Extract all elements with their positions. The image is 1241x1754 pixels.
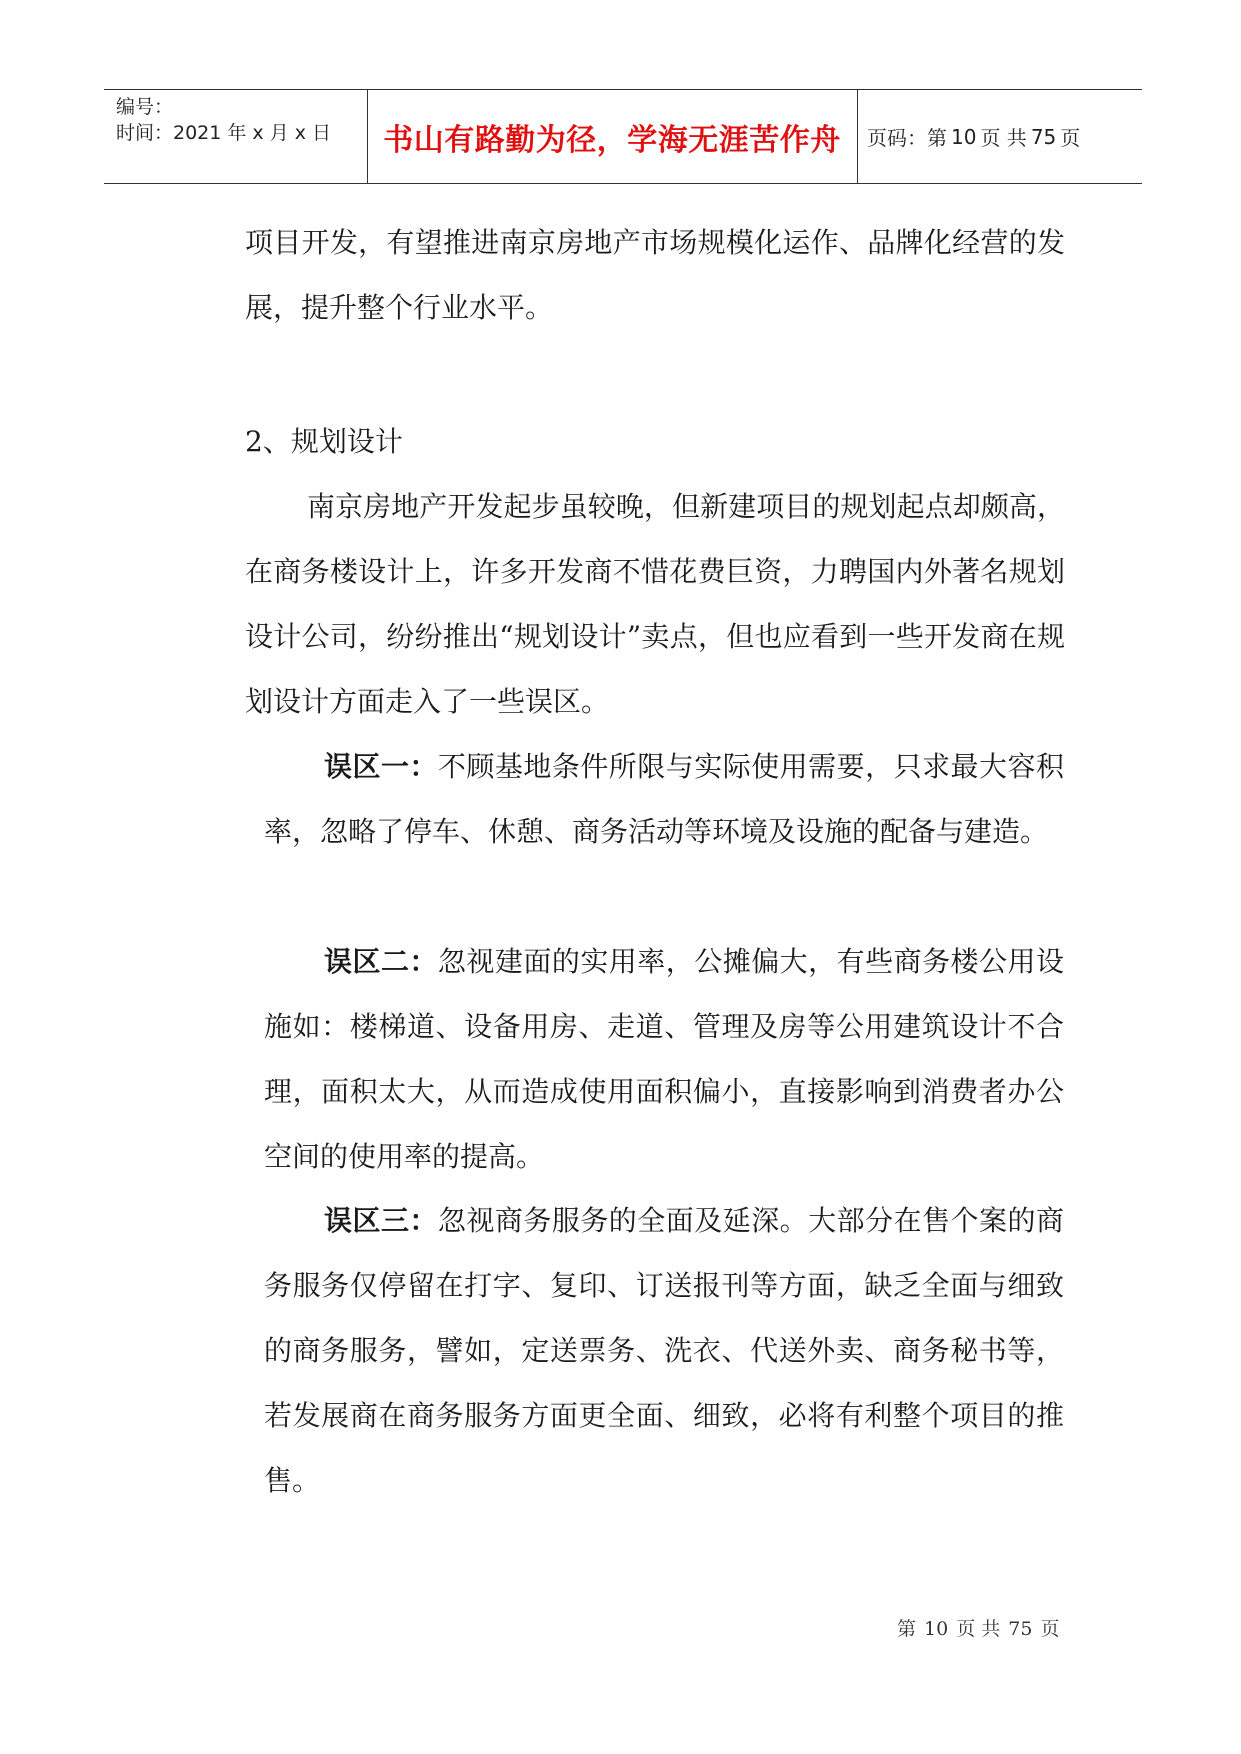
page-current: 10 bbox=[951, 124, 977, 149]
footer-suffix: 页 bbox=[1040, 1618, 1060, 1640]
section-paragraph: 南京房地产开发起步虽较晚，但新建项目的规划起点却颇高，在商务楼设计上，许多开发商不惜花费巨资，力聘国内外著名规划设计公司，纷纷推出“规划设计”卖点，但也应看到一些开发商在规划设计方面走入了一些误区。 bbox=[245, 490, 1065, 718]
page-suffix: 页 bbox=[1060, 126, 1081, 150]
footer-mid: 页 共 bbox=[956, 1618, 1001, 1640]
footer-current: 10 bbox=[924, 1618, 949, 1640]
page-total: 75 bbox=[1030, 124, 1057, 149]
mistake-one-paragraph bbox=[264, 734, 1064, 864]
mistake-one-label: 误区一： bbox=[324, 750, 438, 783]
document-time: 时间：2021 年 x 月 x 日 bbox=[116, 122, 332, 144]
page-prefix: 页码：第 bbox=[867, 126, 947, 150]
mistake-two-paragraph bbox=[264, 929, 1064, 1189]
document-number-label: 编号： bbox=[116, 96, 174, 118]
mistake-two-label: 误区二： bbox=[324, 945, 438, 978]
header-divider bbox=[857, 90, 858, 183]
mistake-two-text: 忽视建面的实用率，公摊偏大，有些商务楼公用设施如：楼梯道、设备用房、走道、管理及房等公用建筑设计不合理，面积太大，从而造成使用面积偏小，直接影响到消费者办公空间的使用率的提高。 bbox=[264, 945, 1064, 1173]
mistake-one-text: 不顾基地条件所限与实际使用需要，只求最大容积率，忽略了停车、休憩、商务活动等环境及设施的配备与建造。 bbox=[264, 750, 1064, 848]
intro-paragraph: 项目开发，有望推进南京房地产市场规模化运作、品牌化经营的发展，提升整个行业水平。 bbox=[245, 226, 1065, 324]
page-mid: 页 共 bbox=[980, 126, 1027, 150]
footer-prefix: 第 bbox=[897, 1618, 917, 1640]
header-page-number bbox=[867, 90, 1084, 183]
footer-total: 75 bbox=[1008, 1618, 1033, 1640]
header-table bbox=[104, 89, 1142, 184]
page-footer bbox=[893, 1614, 1063, 1641]
mistake-three-paragraph bbox=[264, 1188, 1064, 1513]
mistake-three-text: 忽视商务服务的全面及延深。大部分在售个案的商务服务仅停留在打字、复印、订送报刊等方面，缺乏全面与细致的商务服务，譬如，定送票务、洗衣、代送外卖、商务秘书等，若发展商在商务服务方面更全面、细致，必将有利整个项目的推售。 bbox=[264, 1204, 1064, 1497]
header-meta bbox=[116, 94, 361, 146]
mistake-three-label: 误区三： bbox=[324, 1204, 438, 1237]
header-motto: 书山有路勤为径，学海无涯苦作舟 bbox=[383, 122, 841, 158]
section-heading: 2、规划设计 bbox=[245, 425, 403, 458]
